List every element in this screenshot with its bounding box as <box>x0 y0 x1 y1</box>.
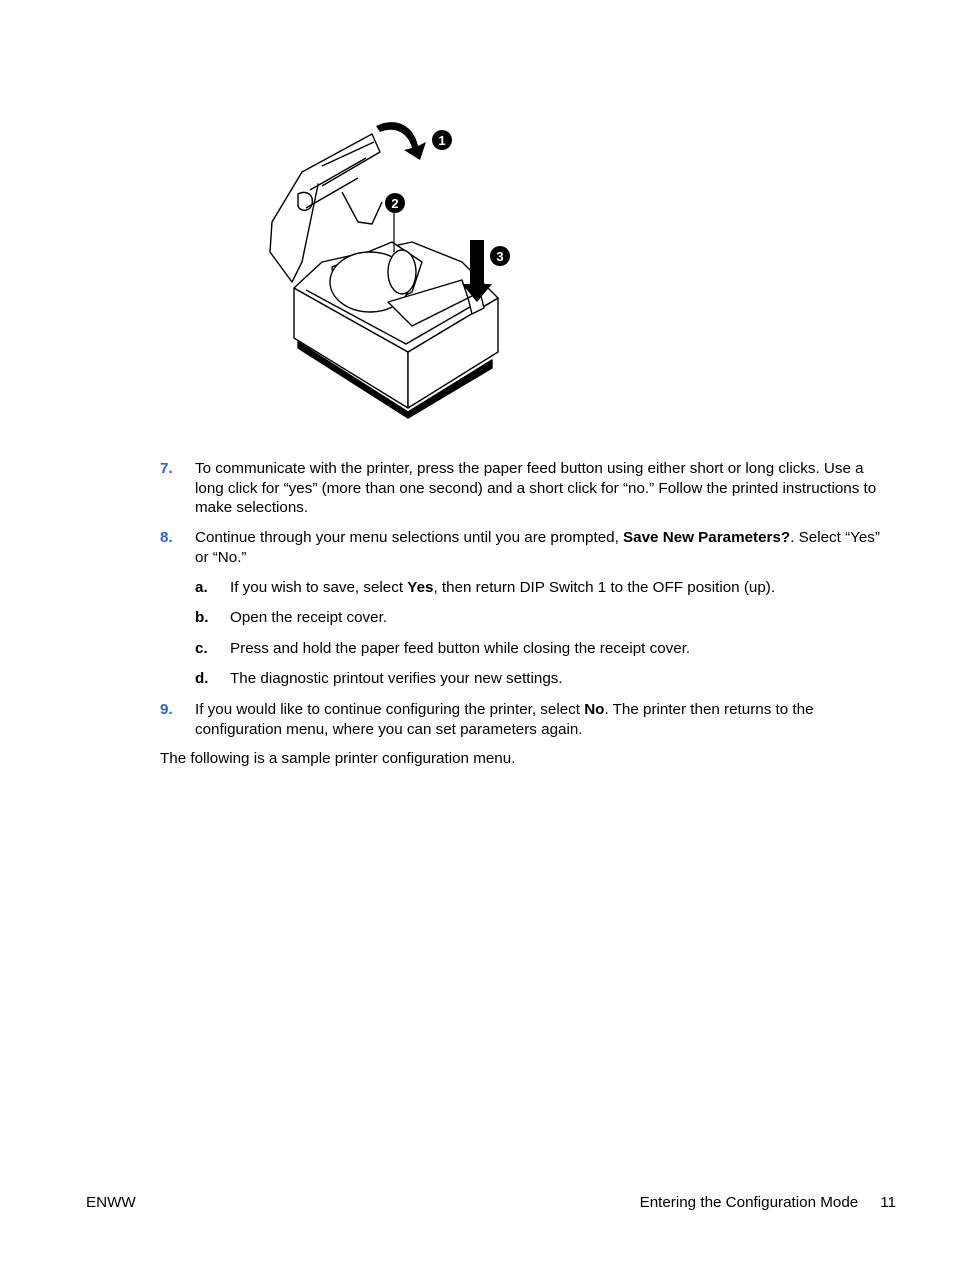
footer-right <box>640 1193 896 1213</box>
save-parameters-prompt: Save New Parameters? <box>623 529 791 546</box>
closing-paragraph: The following is a sample printer configuration menu. <box>160 750 516 767</box>
substep-text: The diagnostic printout verifies your new settings. <box>230 670 563 687</box>
step-text: If you would like to continue configuring the printer, select No. The printer then returns to the configuration menu, where you can set parameters again. <box>195 701 814 738</box>
printer-illustration <box>262 112 518 424</box>
page-number: 11 <box>880 1194 896 1211</box>
substep-text: If you wish to save, select Yes, then return DIP Switch 1 to the OFF position (up). <box>230 579 776 596</box>
step-text: Continue through your menu selections until you are prompted, Save New Parameters?. Select “Yes” or “No.” <box>195 529 880 566</box>
step-number: 8. <box>160 529 173 546</box>
substep-letter: a. <box>195 579 208 596</box>
footer-left: ENWW <box>86 1194 136 1211</box>
substep-text: Open the receipt cover. <box>230 609 388 626</box>
substep-letter: d. <box>195 670 209 687</box>
callout-1: 1 <box>438 133 446 148</box>
step-number: 7. <box>160 460 173 477</box>
substep-letter: b. <box>195 609 209 626</box>
step-number: 9. <box>160 701 173 718</box>
footer-section: Entering the Configuration Mode <box>639 1194 859 1211</box>
step-text: To communicate with the printer, press the paper feed button using either short or long clicks. Use a long click for “yes” (more than one second) and a short click for “no.” Follow the printed instructions to make selections. <box>195 460 877 516</box>
substep-text: Press and hold the paper feed button while closing the receipt cover. <box>230 640 691 657</box>
callout-2: 2 <box>391 196 399 211</box>
callout-3: 3 <box>496 249 504 264</box>
printer-drawing <box>262 112 518 424</box>
substep-letter: c. <box>195 640 208 657</box>
